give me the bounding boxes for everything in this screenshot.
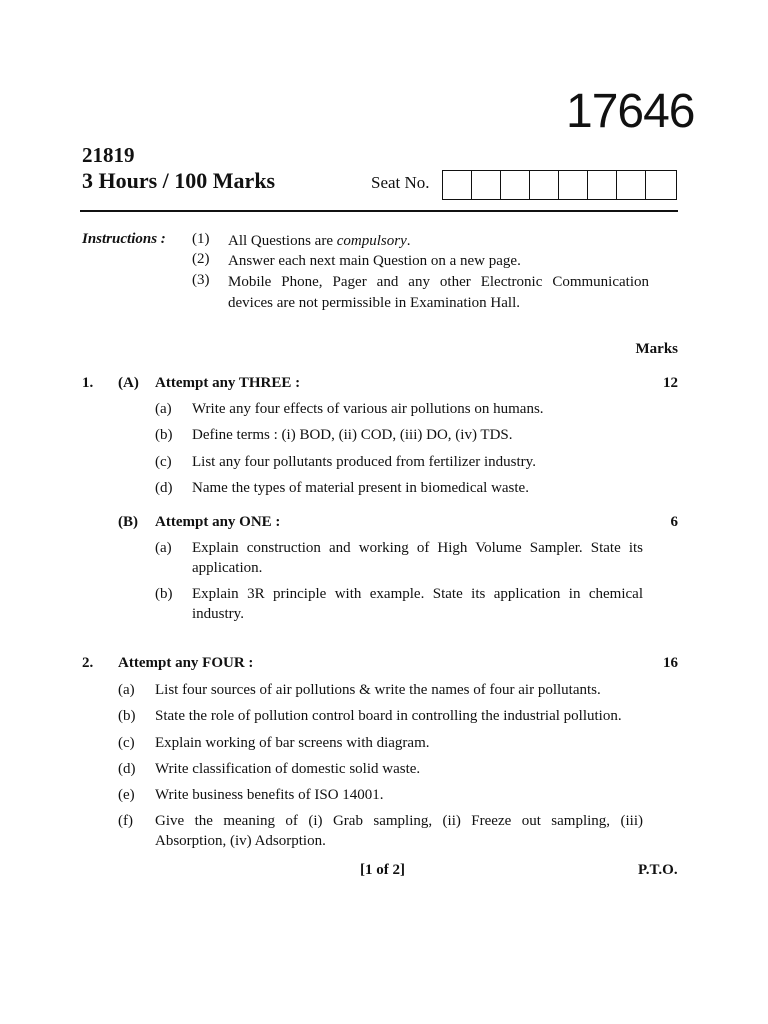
section-title: Attempt any ONE : <box>155 514 281 530</box>
seat-digit-box[interactable] <box>588 171 617 199</box>
item-label: (d) <box>155 480 173 496</box>
header-divider <box>80 210 678 212</box>
item-text: Define terms : (i) BOD, (ii) COD, (iii) DO, (iv) TDS. <box>192 427 513 443</box>
instruction-text: All Questions are compulsory. <box>228 233 411 249</box>
item-label: (f) <box>118 813 133 829</box>
seat-digit-box[interactable] <box>530 171 559 199</box>
item-text: Explain working of bar screens with diagram. <box>155 735 430 751</box>
item-text: Give the meaning of (i) Grab sampling, (ii) Freeze out sampling, (iii) Absorption, (iv) Adsorption. <box>155 813 643 849</box>
item-text: Write business benefits of ISO 14001. <box>155 787 384 803</box>
item-text: Write any four effects of various air pollutions on humans. <box>192 401 544 417</box>
page-indicator: [1 of 2] <box>360 862 405 878</box>
seat-digit-box[interactable] <box>443 171 472 199</box>
section-marks: 6 <box>670 514 678 530</box>
item-label: (a) <box>155 540 172 556</box>
instruction-text: Mobile Phone, Pager and any other Electronic Communication devices are not permissible in Examination Hall. <box>228 274 649 311</box>
section-marks: 16 <box>663 655 678 671</box>
instruction-number: (3) <box>192 272 210 288</box>
item-label: (b) <box>155 427 173 443</box>
instruction-number: (1) <box>192 231 210 247</box>
instructions-label: Instructions : <box>82 231 166 247</box>
seat-digit-box[interactable] <box>646 171 676 199</box>
item-text: Name the types of material present in biomedical waste. <box>192 480 529 496</box>
item-text: State the role of pollution control board in controlling the industrial pollution. <box>155 708 622 724</box>
item-text: List four sources of air pollutions & write the names of four air pollutants. <box>155 682 601 698</box>
item-label: (b) <box>118 708 136 724</box>
section-label: (B) <box>118 514 138 530</box>
marks-column-heading: Marks <box>635 341 678 357</box>
seat-number-label: Seat No. <box>371 173 430 192</box>
item-label: (a) <box>118 682 135 698</box>
question-number: 1. <box>82 375 94 391</box>
duration-marks: 3 Hours / 100 Marks <box>82 168 276 193</box>
please-turn-over: P.T.O. <box>638 862 678 878</box>
item-label: (d) <box>118 761 136 777</box>
instruction-number: (2) <box>192 251 210 267</box>
item-text: Explain 3R principle with example. State its application in chemical industry. <box>192 586 643 622</box>
subject-code: 21819 <box>82 143 135 167</box>
item-text: List any four pollutants produced from fertilizer industry. <box>192 454 536 470</box>
section-label: (A) <box>118 375 139 391</box>
seat-digit-box[interactable] <box>501 171 530 199</box>
seat-digit-box[interactable] <box>617 171 646 199</box>
seat-digit-box[interactable] <box>472 171 501 199</box>
item-label: (e) <box>118 787 135 803</box>
paper-code: 17646 <box>566 85 695 138</box>
seat-digit-box[interactable] <box>559 171 588 199</box>
section-marks: 12 <box>663 375 678 391</box>
section-title: Attempt any THREE : <box>155 375 301 391</box>
item-label: (c) <box>155 454 172 470</box>
item-text: Write classification of domestic solid waste. <box>155 761 421 777</box>
item-label: (a) <box>155 401 172 417</box>
instruction-text: Answer each next main Question on a new page. <box>228 253 521 269</box>
question-number: 2. <box>82 655 94 671</box>
item-label: (b) <box>155 586 173 602</box>
item-label: (c) <box>118 735 135 751</box>
item-text: Explain construction and working of High Volume Sampler. State its application. <box>192 540 643 576</box>
seat-number-boxes[interactable] <box>442 170 677 200</box>
section-title: Attempt any FOUR : <box>118 655 254 671</box>
